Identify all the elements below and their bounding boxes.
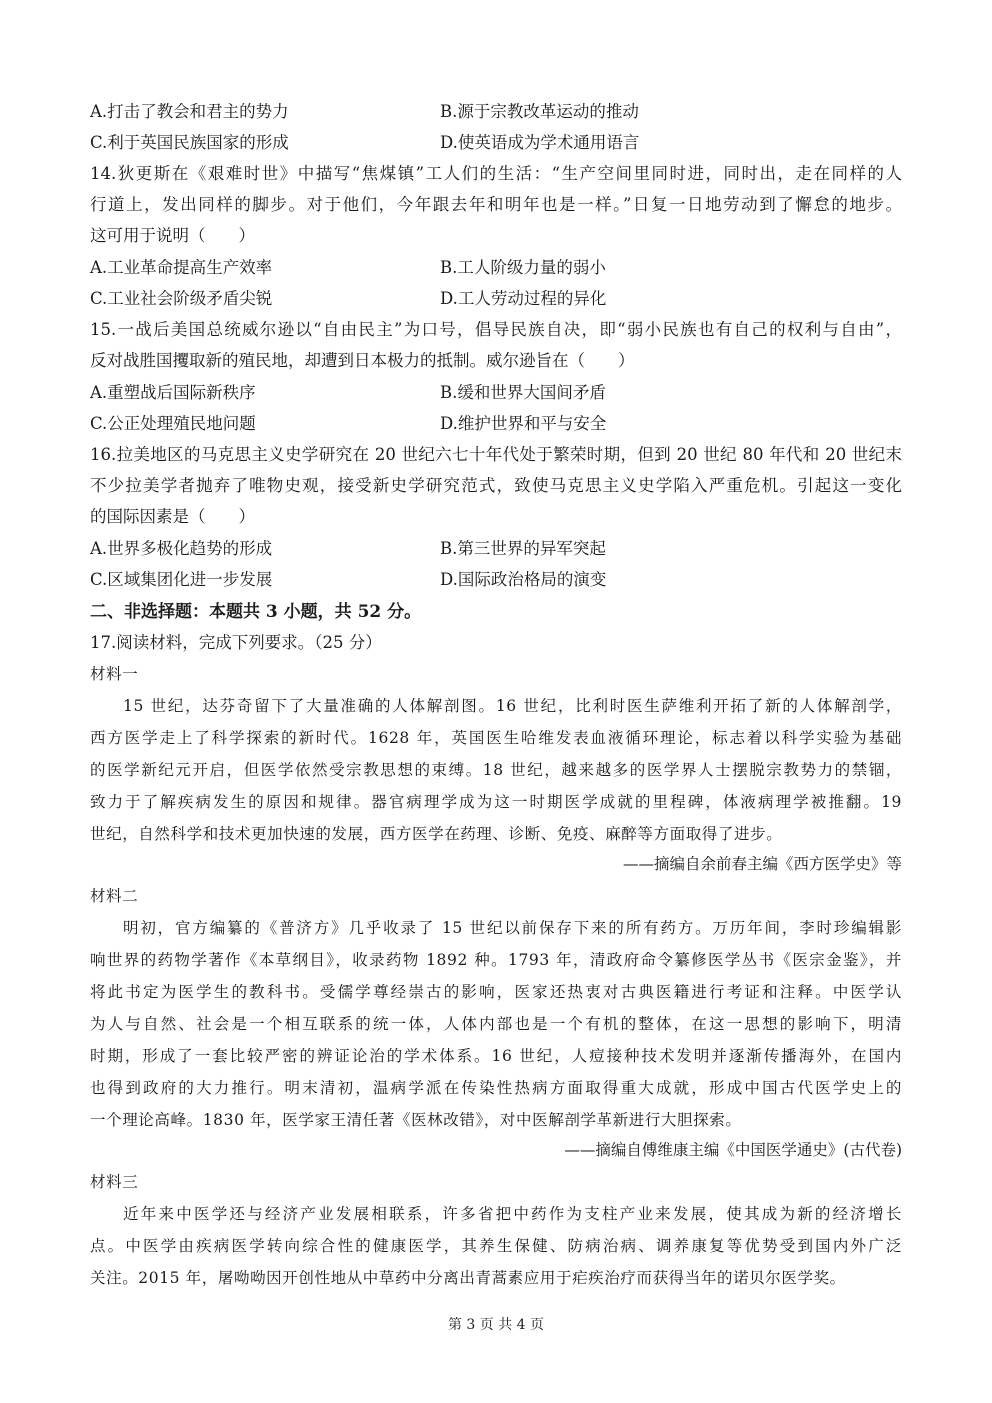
section-heading: 二、非选择题：本题共 3 小题，共 52 分。	[90, 602, 422, 622]
material-1-line-1: 15 世纪，达芬奇留下了大量准确的人体解剖图。16 世纪，比利时医生萨维利开拓了新的人体解剖学，	[123, 697, 902, 715]
q14-stem-line-2: 行道上，发出同样的脚步。对于他们，今年跟去年和明年也是一样。”日复一日地劳动到了懈怠的地步。	[90, 195, 902, 214]
material-1-line-5: 世纪，自然科学和技术更加快速的发展，西方医学在药理、诊断、免疫、麻醉等方面取得了进步。	[90, 825, 783, 843]
q15-option-c: C.公正处理殖民地问题	[90, 414, 256, 433]
q14-option-b: B.工人阶级力量的弱小	[440, 258, 606, 277]
q13-option-c: C.利于英国民族国家的形成	[90, 133, 289, 152]
q15-option-b: B.缓和世界大国间矛盾	[440, 383, 606, 402]
material-2-line-3: 将此书定为医学生的教科书。受儒学尊经崇古的影响，医家还热衷对古典医籍进行考证和注释。中医学认	[90, 983, 902, 1001]
q14-option-d: D.工人劳动过程的异化	[440, 289, 607, 308]
material-2-source: ——摘编自傅维康主编《中国医学通史》(古代卷)	[564, 1141, 902, 1159]
q14-stem-line-1: 14.狄更斯在《艰难时世》中描写“焦煤镇”工人们的生活：“生产空间里同时进，同时出，走在同样的人	[90, 164, 902, 183]
q15-option-a: A.重塑战后国际新秩序	[90, 383, 256, 402]
q13-option-a: A.打击了教会和君主的势力	[90, 102, 289, 121]
q16-stem-line-2: 不少拉美学者抛弃了唯物史观，接受新史学研究范式，致使马克思主义史学陷入严重危机。引起这一变化	[90, 476, 902, 495]
material-3-title: 材料三	[90, 1173, 139, 1191]
material-3-line-2: 点。中医学由疾病医学转向综合性的健康医学，其养生保健、防病治病、调养康复等优势受到国内外广泛	[90, 1237, 902, 1255]
material-1-line-3: 的医学新纪元开启，但医学依然受宗教思想的束缚。18 世纪，越来越多的医学界人士摆脱宗教势力的禁锢，	[90, 761, 902, 779]
q16-stem-line-3: 的国际因素是（ ）	[90, 507, 255, 526]
q14-option-a: A.工业革命提高生产效率	[90, 258, 273, 277]
material-2-line-6: 也得到政府的大力推行。明末清初，温病学派在传染性热病方面取得重大成就，形成中国古代医学史上的	[90, 1079, 902, 1097]
q16-option-c: C.区域集团化进一步发展	[90, 570, 273, 589]
q16-stem-line-1: 16.拉美地区的马克思主义史学研究在 20 世纪六七十年代处于繁荣时期，但到 20 世纪 80 年代和 20 世纪末	[90, 445, 902, 464]
q16-option-b: B.第三世界的异军突起	[440, 539, 606, 558]
material-2-line-4: 为人与自然、社会是一个相互联系的统一体，人体内部也是一个有机的整体，在这一思想的影响下，明清	[90, 1015, 902, 1033]
q14-stem-line-3: 这可用于说明（ ）	[90, 226, 255, 245]
q15-option-d: D.维护世界和平与安全	[440, 414, 607, 433]
page-footer: 第 3 页 共 4 页	[447, 1317, 545, 1333]
q15-stem-line-2: 反对战胜国攫取新的殖民地，却遭到日本极力的抵制。威尔逊旨在（ ）	[90, 351, 635, 370]
material-2-line-2: 响世界的药物学著作《本草纲目》，收录药物 1892 种。1793 年，清政府命令纂修医学丛书《医宗金鉴》，并	[90, 951, 902, 969]
material-1-title: 材料一	[90, 665, 139, 683]
q15-stem-line-1: 15.一战后美国总统威尔逊以“自由民主”为口号，倡导民族自决，即“弱小民族也有自己的权利与自由”，	[90, 320, 902, 339]
material-2-line-5: 时期，形成了一套比较严密的辨证论治的学术体系。16 世纪，人痘接种技术发明并逐渐传播海外，在国内	[90, 1047, 902, 1065]
q14-option-c: C.工业社会阶级矛盾尖锐	[90, 289, 273, 308]
q13-option-d: D.使英语成为学术通用语言	[440, 133, 640, 152]
material-1-line-4: 致力于了解疾病发生的原因和规律。器官病理学成为这一时期医学成就的里程碑，体液病理学被推翻。19	[90, 793, 902, 811]
material-3-line-3: 关注。2015 年，屠呦呦因开创性地从中草药中分离出青蒿素应用于疟疾治疗而获得当年的诺贝尔医学奖。	[90, 1269, 846, 1287]
q16-option-a: A.世界多极化趋势的形成	[90, 539, 273, 558]
q13-option-b: B.源于宗教改革运动的推动	[440, 102, 639, 121]
material-1-source: ——摘编自余前春主编《西方医学史》等	[622, 855, 902, 873]
q16-option-d: D.国际政治格局的演变	[440, 570, 607, 589]
material-3-line-1: 近年来中医学还与经济产业发展相联系，许多省把中药作为支柱产业来发展，使其成为新的经济增长	[123, 1205, 902, 1223]
material-2-line-7: 一个理论高峰。1830 年，医学家王清任著《医林改错》，对中医解剖学革新进行大胆探索。	[90, 1111, 742, 1129]
material-2-line-1: 明初，官方编纂的《普济方》几乎收录了 15 世纪以前保存下来的所有药方。万历年间，李时珍编辑影	[123, 919, 902, 937]
q17-stem: 17.阅读材料，完成下列要求。（25 分）	[90, 633, 382, 652]
material-2-title: 材料二	[90, 887, 139, 905]
material-1-line-2: 西方医学走上了科学探索的新时代。1628 年，英国医生哈维发表血液循环理论，标志着以科学实验为基础	[90, 729, 902, 747]
